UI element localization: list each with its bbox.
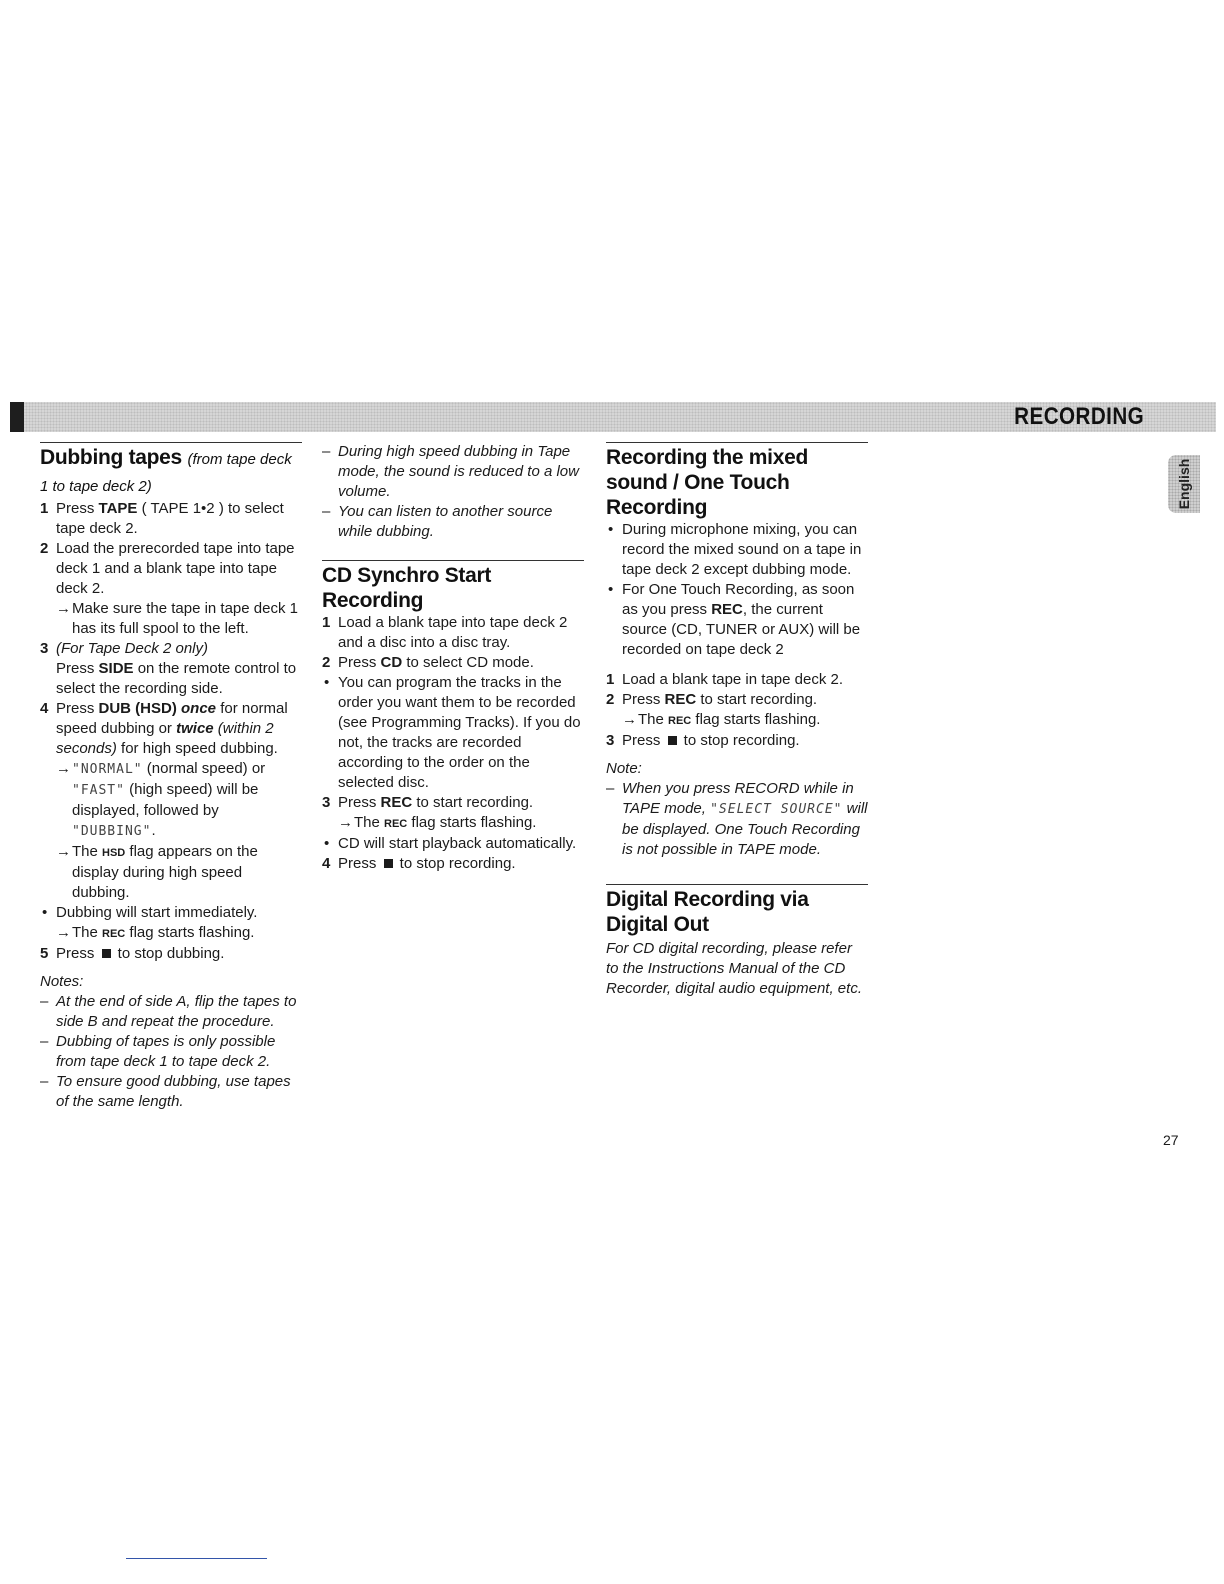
heading-dubbing-tapes: Dubbing tapes (from tape deck 1 to tape deck 2) — [40, 446, 292, 495]
bullet-icon: • — [324, 835, 330, 852]
bullet-item: • For One Touch Recording, as soon as you press REC, the current source (CD, TUNER or AUX) will be recorded on tape deck 2 — [608, 581, 861, 658]
bullet-icon: • — [42, 904, 48, 921]
arrow-icon: → — [56, 843, 71, 860]
bullet-item: • CD will start playback automatically. — [324, 835, 577, 852]
arrow-icon: → — [338, 814, 353, 831]
arrow-icon: → — [622, 711, 637, 728]
result-arrow: → The REC flag starts flashing. — [338, 814, 537, 831]
column-dubbing-tapes — [40, 442, 302, 1112]
step-1: 1 Press TAPE ( TAPE 1•2 ) to select tape deck 2. — [40, 500, 284, 537]
result-arrow: → The REC flag starts flashing. — [622, 711, 821, 728]
note-heading: Note: — [606, 760, 642, 777]
result-arrow: → The HSD flag appears on the display during high speed dubbing. — [56, 843, 258, 901]
note-item: – To ensure good dubbing, use tapes of the same length. — [40, 1073, 291, 1110]
bullet-icon: • — [608, 581, 614, 598]
heading-rule — [606, 442, 868, 443]
heading-subtitle: (from tape deck 1 to tape deck 2) — [40, 451, 292, 495]
page-number: 27 — [1163, 1132, 1179, 1148]
language-tab-label: English — [1176, 458, 1192, 510]
step-2: 2 Load the prerecorded tape into tape deck 1 and a blank tape into tape deck 2. — [40, 540, 295, 597]
step-3: 3 Press REC to start recording. — [322, 794, 534, 811]
section-banner — [10, 402, 1216, 432]
result-arrow: → "NORMAL" (normal speed) or "FAST" (high speed) will be displayed, followed by "DUBBING". — [56, 760, 266, 839]
stop-icon — [102, 949, 111, 958]
language-tab — [1168, 455, 1200, 513]
arrow-icon: → — [56, 600, 71, 617]
result-arrow: → Make sure the tape in tape deck 1 has its full spool to the left. — [56, 600, 298, 637]
step-3: 3 (For Tape Deck 2 only) — [40, 640, 209, 657]
step-1: 1 Load a blank tape into tape deck 2 and a disc into a disc tray. — [322, 614, 568, 651]
note-item: – When you press RECORD while in TAPE mode, "SELECT SOURCE" will be displayed. One Touch Recording is not possible in TAPE mode. — [606, 780, 868, 858]
section-title: RECORDING — [1013, 403, 1144, 430]
heading-rule — [606, 884, 868, 885]
bullet-icon: • — [608, 521, 614, 538]
bullet-item: • You can program the tracks in the order you want them to be recorded (see Programming Tracks). If you do not, the tracks are recorded according to the order on the selected disc. — [324, 674, 581, 791]
note-item: – You can listen to another source while dubbing. — [322, 503, 553, 540]
note-item: – At the end of side A, flip the tapes to side B and repeat the procedure. — [40, 993, 297, 1030]
bullet-item: • During microphone mixing, you can record the mixed sound on a tape in tape deck 2 except dubbing mode. — [608, 521, 862, 578]
bullet-item: • Dubbing will start immediately. — [42, 904, 258, 921]
step-1: 1 Load a blank tape in tape deck 2. — [606, 671, 844, 688]
bullet-icon: • — [324, 674, 330, 691]
note-item: – During high speed dubbing in Tape mode, the sound is reduced to a low volume. — [322, 443, 579, 500]
result-arrow: → The REC flag starts flashing. — [56, 924, 255, 941]
step-3: 3 Press to stop recording. — [606, 732, 800, 749]
column-mixed-sound — [606, 442, 868, 999]
step-4: 4 Press DUB (HSD) once for normal speed dubbing or twice (within 2 seconds) for high speed dubbing. — [40, 700, 288, 757]
heading-rule — [40, 442, 302, 443]
heading-digital-recording: Digital Recording via Digital Out — [606, 888, 809, 936]
banner-notch — [10, 402, 24, 432]
footer-rule — [126, 1558, 267, 1559]
arrow-icon: → — [56, 924, 71, 941]
heading-cd-synchro: CD Synchro Start Recording — [322, 564, 492, 612]
stop-icon — [668, 736, 677, 745]
step-2: 2 Press REC to start recording. — [606, 691, 818, 708]
column-cd-synchro — [322, 442, 584, 874]
note-item: – Dubbing of tapes is only possible from tape deck 1 to tape deck 2. — [40, 1033, 276, 1070]
step-5: 5 Press to stop dubbing. — [40, 945, 225, 962]
arrow-icon: → — [56, 760, 71, 777]
step-2: 2 Press CD to select CD mode. — [322, 654, 534, 671]
step-3-text: Press SIDE on the remote control to select the recording side. — [56, 660, 297, 697]
step-4: 4 Press to stop recording. — [322, 855, 516, 872]
heading-mixed-sound: Recording the mixed sound / One Touch Recording — [606, 446, 809, 519]
digital-recording-text: For CD digital recording, please refer to the Instructions Manual of the CD Recorder, digital audio equipment, etc. — [606, 940, 862, 997]
stop-icon — [384, 859, 393, 868]
notes-heading: Notes: — [40, 973, 84, 990]
heading-rule — [322, 560, 584, 561]
